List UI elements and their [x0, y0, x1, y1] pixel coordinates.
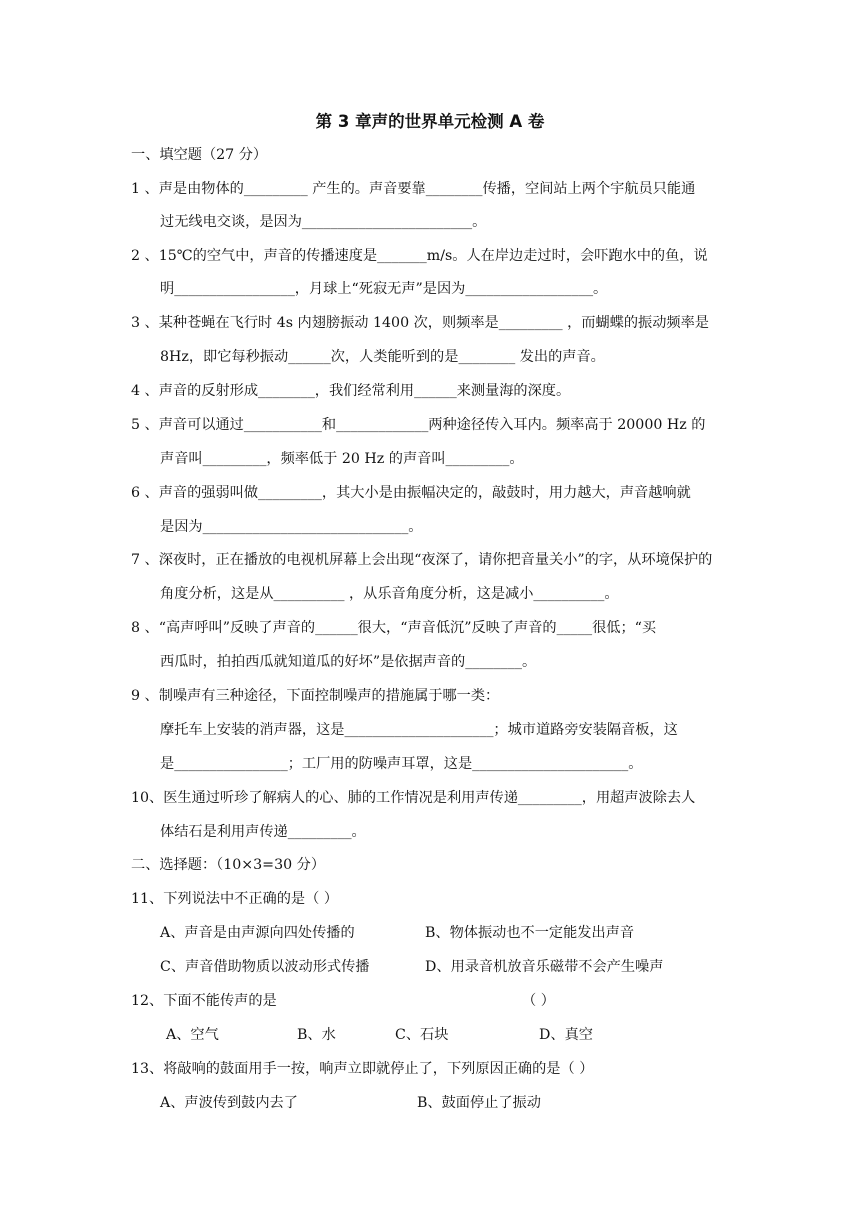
question-9-line-3: 是________________；工厂用的防噪声耳罩，这是______________________。	[160, 756, 643, 772]
question-12-answer-paren: （ ）	[522, 993, 555, 1009]
question-3-line-1: 3 、某种苍蝇在飞行时 4s 内翅膀振动 1400 次，则频率是_________ ，而蝴蝶的振动频率是	[131, 315, 709, 331]
question-12-option-b: B、水	[297, 1027, 336, 1043]
question-1-line-2: 过无线电交谈，是因为________________________。	[160, 214, 487, 230]
page-title: 第 3 章声的世界单元检测 A 卷	[315, 112, 545, 131]
question-7-line-1: 7 、深夜时，正在播放的电视机屏幕上会出现“夜深了，请你把音量关小”的字，从环境保护的	[131, 552, 713, 568]
question-10-line-1: 10、医生通过听珍了解病人的心、肺的工作情况是利用声传递_________，用超声波除去人	[131, 790, 696, 806]
question-12-option-d: D、真空	[539, 1027, 593, 1043]
question-8-line-1: 8 、“高声呼叫”反映了声音的______很大，“声音低沉”反映了声音的_____很低；“买	[131, 620, 657, 636]
question-12-option-a: A、空气	[166, 1027, 219, 1043]
question-7-line-2: 角度分析，这是从__________ ，从乐音角度分析，这是减小__________。	[160, 586, 619, 602]
question-1-line-1: 1 、声是由物体的_________ 产生的。声音要靠________传播，空间站上两个宇航员只能通	[131, 181, 696, 197]
question-6-line-1: 6 、声音的强弱叫做_________，其大小是由振幅决定的，敲鼓时，用力越大，声音越响就	[131, 485, 691, 501]
question-12-option-c: C、石块	[395, 1027, 449, 1043]
question-9-line-1: 9 、制噪声有三种途径，下面控制噪声的措施属于哪一类：	[131, 688, 500, 704]
section-heading-multiple-choice: 二、选择题：（10×3=30 分）	[131, 857, 326, 873]
question-9-line-2: 摩托车上安装的消声器，这是_____________________；城市道路旁安装隔音板，这	[160, 722, 678, 738]
question-2-line-2: 明_________________，月球上“死寂无声”是因为__________________。	[160, 281, 608, 297]
question-4-line-1: 4 、声音的反射形成________，我们经常利用______来测量海的深度。	[131, 383, 571, 399]
question-13-stem: 13、将敲响的鼓面用手一按，响声立即就停止了，下列原因正确的是（ ）	[131, 1061, 594, 1077]
question-13-option-b: B、鼓面停止了振动	[417, 1095, 541, 1111]
question-5-line-2: 声音叫_________，频率低于 20 Hz 的声音叫_________。	[160, 451, 524, 467]
question-11-option-c: C、声音借助物质以波动形式传播	[160, 959, 370, 975]
question-2-line-1: 2 、15℃的空气中，声音的传播速度是_______m/s。人在岸边走过时，会吓跑水中的鱼，说	[131, 248, 708, 264]
question-5-line-1: 5 、声音可以通过___________和_____________两种途径传入耳内。频率高于 20000 Hz 的	[131, 417, 706, 433]
question-12-stem: 12、下面不能传声的是	[131, 993, 277, 1009]
question-11-stem: 11、下列说法中不正确的是（ ）	[131, 891, 339, 907]
question-11-option-a: A、声音是由声源向四处传播的	[160, 925, 355, 941]
question-6-line-2: 是因为_____________________________。	[160, 519, 423, 535]
question-10-line-2: 体结石是利用声传递_________。	[160, 824, 366, 840]
question-11-option-d: D、用录音机放音乐磁带不会产生噪声	[425, 959, 664, 975]
question-11-option-b: B、物体振动也不一定能发出声音	[425, 925, 635, 941]
question-8-line-2: 西瓜时，拍拍西瓜就知道瓜的好坏”是依据声音的________。	[160, 654, 537, 670]
section-heading-fill-blank: 一、填空题（27 分）	[131, 147, 268, 163]
question-3-line-2: 8Hz，即它每秒振动______次，人类能听到的是________ 发出的声音。	[160, 349, 605, 365]
question-13-option-a: A、声波传到鼓内去了	[160, 1095, 298, 1111]
